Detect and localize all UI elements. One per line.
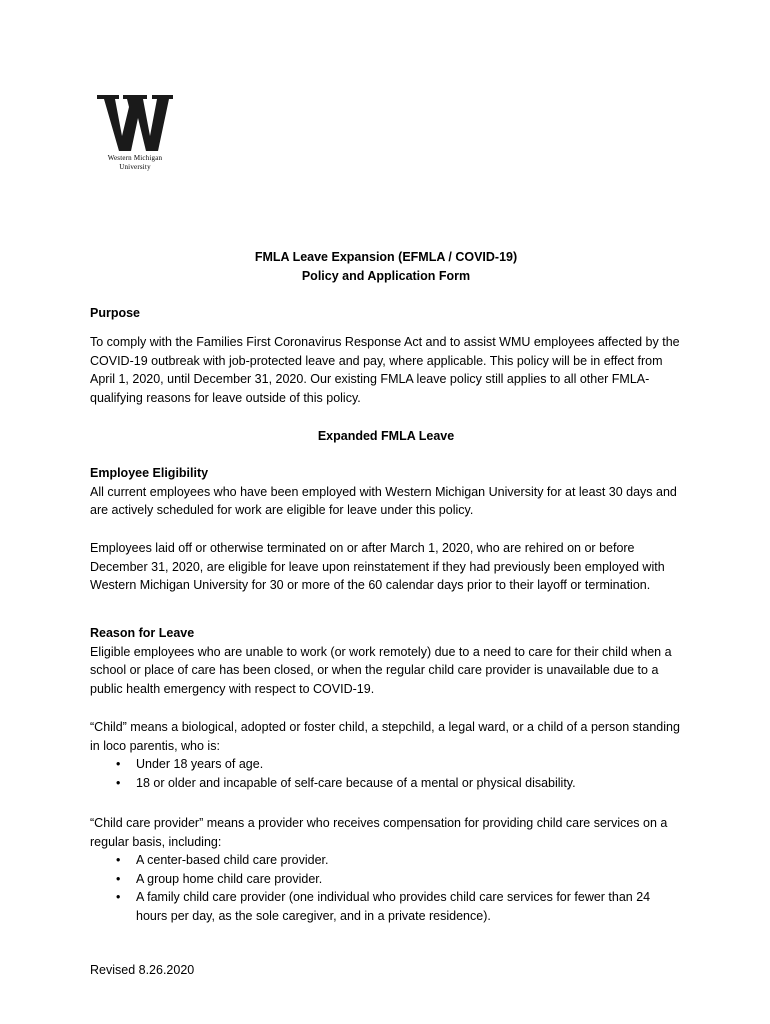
eligibility-para-1: All current employees who have been employed with Western Michigan University for at least 30 days and are actively scheduled for work are eligible for leave under this policy.: [90, 484, 677, 518]
eligibility-section: [90, 464, 682, 520]
expanded-fmla-heading: Expanded FMLA Leave: [317, 429, 455, 443]
list-item: • A group home child care provider.: [90, 870, 682, 889]
purpose-text: To comply with the Families First Coronavirus Response Act and to assist WMU employees affected by the COVID-19 outbreak with job-protected leave and pay, where applicable. This policy will be in effect from April 1, 2020, until December 31, 2020. Our existing FMLA leave policy still applies to all other FMLA-qualifying reasons for leave outside of this policy.: [90, 335, 680, 405]
list-item: • Under 18 years of age.: [90, 755, 682, 774]
document-title: [90, 248, 682, 285]
university-logo: [96, 94, 174, 172]
reason-heading: Reason for Leave: [90, 626, 195, 640]
provider-definition: [90, 814, 682, 926]
provider-types-list: [90, 851, 682, 925]
logo-line-2: University: [119, 163, 151, 171]
child-definition-text: “Child” means a biological, adopted or foster child, a stepchild, a legal ward, or a child of a person standing in loco parentis, who is:: [90, 720, 680, 753]
eligibility-para-2: Employees laid off or otherwise terminated on or after March 1, 2020, who are rehired on or before December 31, 2020, are eligible for leave upon reinstatement if they had previously been employed with Western Michigan University for 30 or more of the 60 calendar days prior to their layoff or termination.: [90, 541, 665, 593]
list-item: • A family child care provider (one individual who provides child care services for fewer than 24 hours per day, as the sole caregiver, and in a private residence).: [90, 888, 682, 925]
eligibility-heading: Employee Eligibility: [90, 466, 209, 480]
logo-line-1: Western Michigan: [107, 154, 163, 162]
title-line-2: Policy and Application Form: [301, 268, 471, 283]
logo-wordmark: [96, 154, 174, 172]
reason-para-1: Eligible employees who are unable to work (or work remotely) due to a need to care for their child when a school or place of care has been closed, or when the regular child care provider is unavailable due to a public health emergency with respect to COVID-19.: [90, 644, 672, 696]
child-criteria-list: [90, 755, 682, 792]
provider-definition-text: “Child care provider” means a provider who receives compensation for providing child care services on a regular basis, including:: [90, 816, 668, 849]
list-item: • 18 or older and incapable of self-care because of a mental or physical disability.: [90, 774, 682, 793]
revision-date-footer: Revised 8.26.2020: [90, 963, 195, 977]
child-definition: [90, 718, 682, 792]
title-line-1: FMLA Leave Expansion (EFMLA / COVID-19): [254, 250, 518, 264]
w-letter-logo-icon: [96, 94, 174, 152]
reason-section: [90, 624, 682, 698]
list-item: • A center-based child care provider.: [90, 851, 682, 870]
purpose-heading: Purpose: [90, 306, 141, 320]
